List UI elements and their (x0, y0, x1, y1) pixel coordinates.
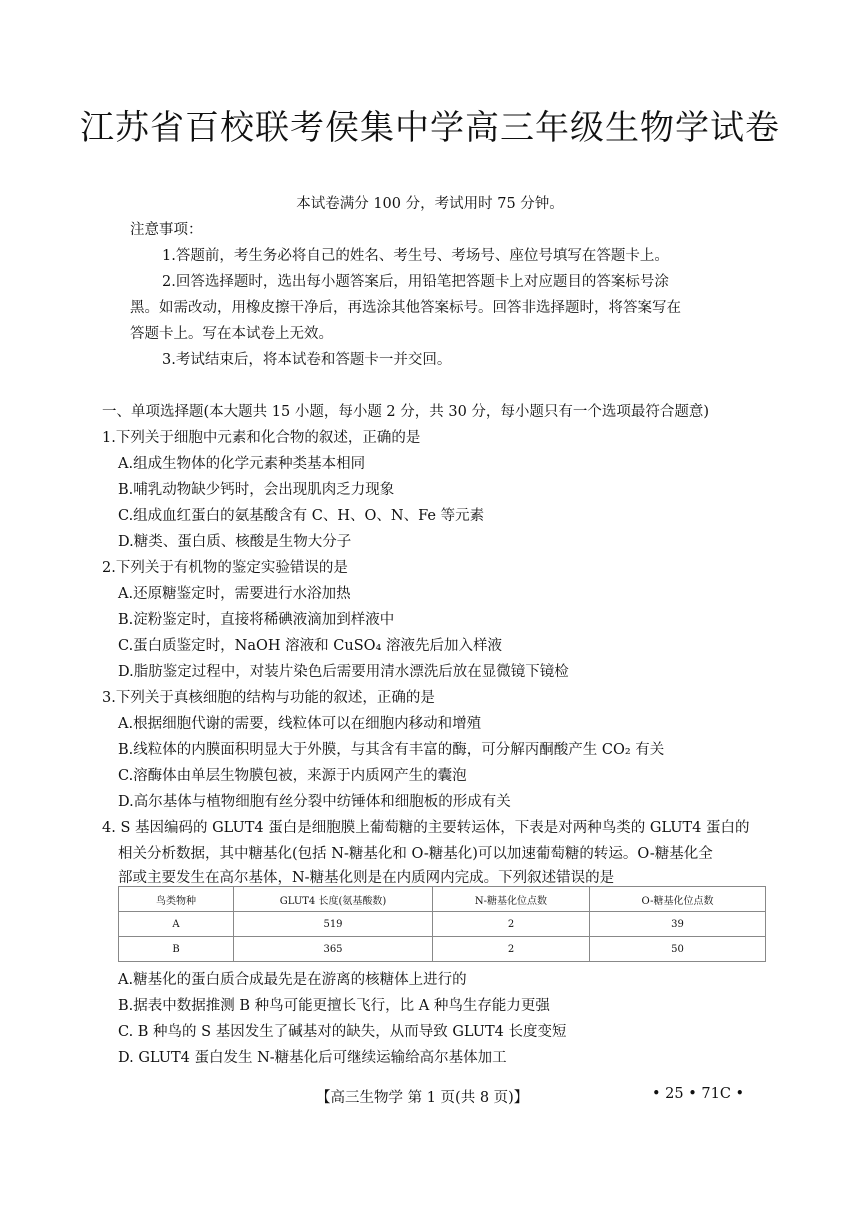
question-option: C.溶酶体由单层生物膜包被，来源于内质网产生的囊泡 (118, 768, 467, 784)
notice-item: 3.考试结束后，将本试卷和答题卡一并交回。 (162, 352, 452, 368)
table-cell: 39 (590, 912, 766, 937)
table-cell: 365 (234, 937, 433, 962)
table-header-cell: O-糖基化位点数 (590, 887, 766, 912)
table-header-cell: N-糖基化位点数 (433, 887, 590, 912)
question-option: B.据表中数据推测 B 种鸟可能更擅长飞行，比 A 种鸟生存能力更强 (118, 998, 550, 1014)
question-option: D. GLUT4 蛋白发生 N-糖基化后可继续运输给高尔基体加工 (118, 1050, 507, 1066)
question-stem: 2.下列关于有机物的鉴定实验错误的是 (102, 560, 348, 576)
table-cell: 2 (433, 912, 590, 937)
question-option: B.淀粉鉴定时，直接将稀碘液滴加到样液中 (118, 612, 395, 628)
question-option: C. B 种鸟的 S 基因发生了碱基对的缺失，从而导致 GLUT4 长度变短 (118, 1024, 567, 1040)
notice-item: 答题卡上。写在本试卷上无效。 (130, 326, 333, 342)
table-cell: 50 (590, 937, 766, 962)
table-row (119, 937, 766, 962)
question-option: A.根据细胞代谢的需要，线粒体可以在细胞内移动和增殖 (118, 716, 482, 732)
table-row (119, 912, 766, 937)
question-stem: 部或主要发生在高尔基体，N-糖基化则是在内质网内完成。下列叙述错误的是 (118, 870, 615, 886)
table-header-cell: 鸟类物种 (119, 887, 234, 912)
question-option: B.哺乳动物缺少钙时，会出现肌肉乏力现象 (118, 482, 395, 498)
question-option: A.组成生物体的化学元素种类基本相同 (118, 456, 366, 472)
question-stem: 3.下列关于真核细胞的结构与功能的叙述，正确的是 (102, 690, 435, 706)
question-option: D.高尔基体与植物细胞有丝分裂中纺锤体和细胞板的形成有关 (118, 794, 511, 810)
footer-code: • 25 • 71C • (652, 1086, 745, 1102)
question-stem: 相关分析数据，其中糖基化(包括 N-糖基化和 O-糖基化)可以加速葡萄糖的转运。O-糖基化全 (118, 846, 713, 862)
exam-title: 江苏省百校联考侯集中学高三年级生物学试卷 (80, 108, 780, 148)
footer-page-label: 【高三生物学 第 1 页(共 8 页)】 (316, 1090, 529, 1106)
table-cell: A (119, 912, 234, 937)
question-option: B.线粒体的内膜面积明显大于外膜，与其含有丰富的酶，可分解丙酮酸产生 CO₂ 有关 (118, 742, 665, 758)
question-option: A.还原糖鉴定时，需要进行水浴加热 (118, 586, 351, 602)
notice-item: 黑。如需改动，用橡皮擦干净后，再选涂其他答案标号。回答非选择题时，将答案写在 (130, 300, 681, 316)
glut4-data-table (118, 886, 766, 962)
question-stem: 1.下列关于细胞中元素和化合物的叙述，正确的是 (102, 430, 421, 446)
notice-item: 2.回答选择题时，选出每小题答案后，用铅笔把答题卡上对应题目的答案标号涂 (162, 274, 669, 290)
table-cell: B (119, 937, 234, 962)
question-option: D.糖类、蛋白质、核酸是生物大分子 (118, 534, 352, 550)
section-heading: 一、单项选择题(本大题共 15 小题，每小题 2 分，共 30 分，每小题只有一个选项最符合题意) (102, 404, 710, 420)
exam-intro: 本试卷满分 100 分，考试用时 75 分钟。 (296, 196, 564, 212)
table-header-cell: GLUT4 长度(氨基酸数) (234, 887, 433, 912)
question-option: C.组成血红蛋白的氨基酸含有 C、H、O、N、Fe 等元素 (118, 508, 485, 524)
notice-heading: 注意事项： (130, 222, 203, 238)
table-cell: 519 (234, 912, 433, 937)
question-option: A.糖基化的蛋白质合成最先是在游离的核糖体上进行的 (118, 972, 467, 988)
question-option: D.脂肪鉴定过程中，对装片染色后需要用清水漂洗后放在显微镜下镜检 (118, 664, 569, 680)
notice-item: 1.答题前，考生务必将自己的姓名、考生号、考场号、座位号填写在答题卡上。 (162, 248, 669, 264)
question-option: C.蛋白质鉴定时，NaOH 溶液和 CuSO₄ 溶液先后加入样液 (118, 638, 502, 654)
table-header-row (119, 887, 766, 912)
question-stem: 4. S 基因编码的 GLUT4 蛋白是细胞膜上葡萄糖的主要转运体，下表是对两种鸟类的 GLUT4 蛋白的 (102, 820, 750, 836)
table-cell: 2 (433, 937, 590, 962)
